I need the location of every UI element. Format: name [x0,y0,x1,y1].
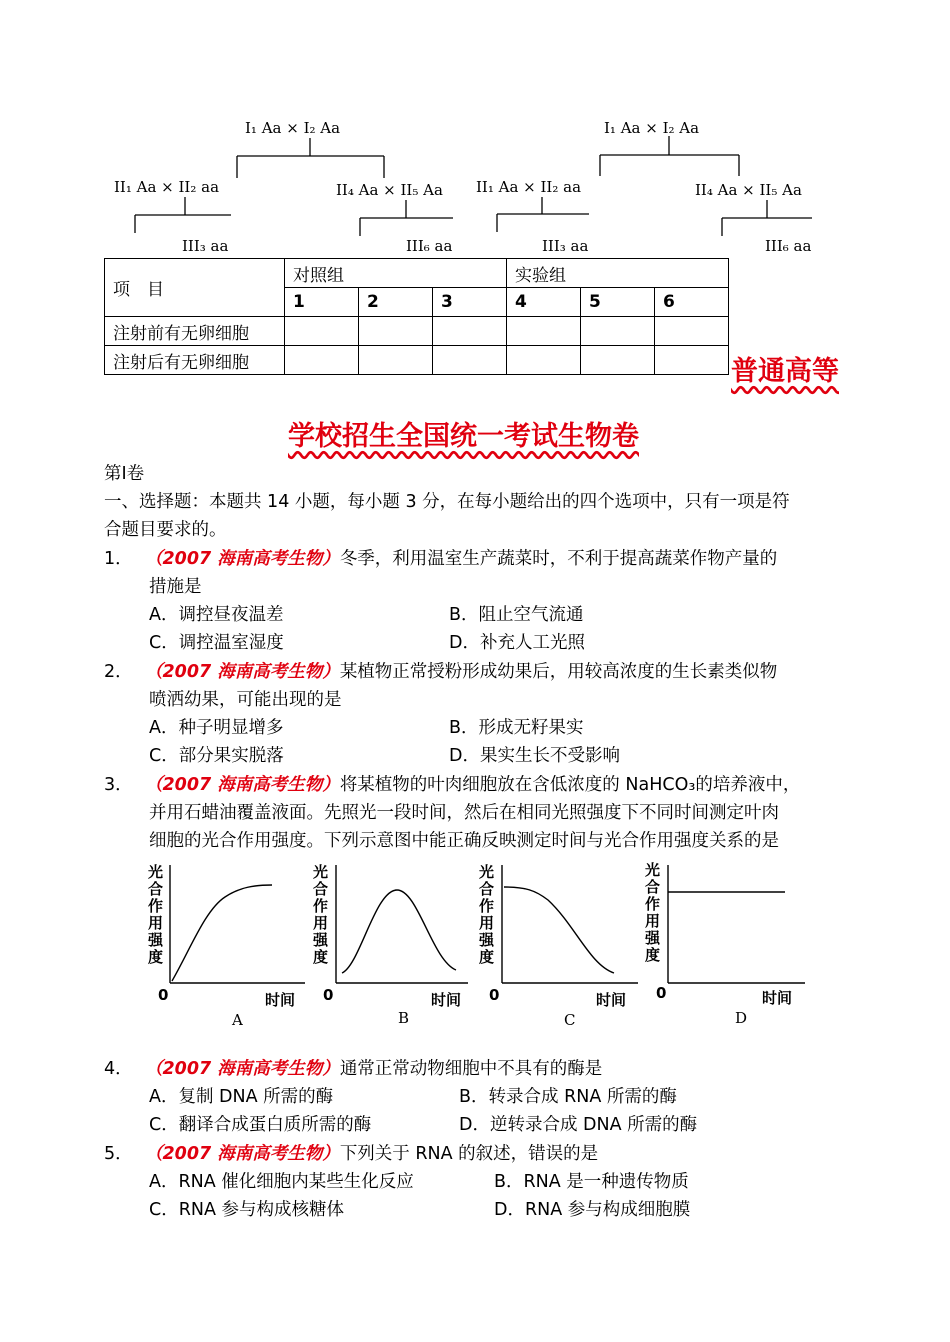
pedigree-right-gen1: I₁ Aa × I₂ Aa [604,119,700,137]
table-col-1: 1 [285,288,359,317]
graph-b-caption: B [398,1009,410,1027]
title-part1: 普通高等 [731,356,839,387]
q4-option-d: D．逆转录合成 DNA 所需的酶 [459,1115,698,1135]
q3-stem-line2: 并用石蜡油覆盖液面。先照光一段时间，然后在相同光照强度下不同时间测定叶肉 [149,803,779,823]
graph-a-origin: 0 [158,986,169,1004]
q5-source: （2007 海南高考生物） [145,1144,340,1164]
graph-b-origin: 0 [323,986,334,1004]
graph-a-xlabel: 时间 [265,991,296,1009]
table-col-5: 5 [581,288,655,317]
q2-option-c: C．部分果实脱落 [149,746,284,766]
table-header-experiment: 实验组 [507,259,729,288]
graph-a-caption: A [232,1011,243,1029]
q2-stem-line2: 喷洒幼果，可能出现的是 [149,690,342,710]
title-part2: 学校招生全国统一考试生物卷 [288,421,639,452]
graph-c-xlabel: 时间 [596,991,627,1009]
graph-c-ylabel: 光合作用强度 [479,863,495,966]
graph-d-xlabel: 时间 [762,989,793,1007]
q4-option-c: C．翻译合成蛋白质所需的酶 [149,1115,372,1135]
graph-b-curve [342,890,456,973]
table-col-6: 6 [655,288,729,317]
q1-source: （2007 海南高考生物） [145,549,340,569]
graph-a-curve [172,885,272,981]
pedigree-lines [0,0,950,260]
pedigree-right-gen2a: II₁ Aa × II₂ aa [476,178,582,196]
q4-number: 4． [104,1059,133,1079]
q5-option-a: A．RNA 催化细胞内某些生化反应 [149,1172,414,1192]
section-line1: 一、选择题：本题共 14 小题，每小题 3 分，在每小题给出的四个选项中，只有一项是符 [104,492,790,512]
table-row-before: 注射前有无卵细胞 [105,317,285,346]
q3-stem-line1: （2007 海南高考生物）将某植物的叶肉细胞放在含低浓度的 NaHCO₃的培养液中， [145,775,801,795]
q5-option-b: B．RNA 是一种遗传物质 [494,1172,689,1192]
pedigree-right-gen3a: III₃ aa [542,237,589,255]
graph-b-xlabel: 时间 [431,991,462,1009]
q5-number: 5． [104,1144,133,1164]
q1-number: 1． [104,549,133,569]
table-col-3: 3 [433,288,507,317]
q2-stem-line1: （2007 海南高考生物）某植物正常授粉形成幼果后，用较高浓度的生长素类似物 [145,662,778,682]
q1-option-c: C．调控温室湿度 [149,633,284,653]
q1-option-b: B．阻止空气流通 [449,605,584,625]
table-row-after: 注射后有无卵细胞 [105,346,285,375]
graph-b-ylabel: 光合作用强度 [313,863,329,966]
q1-stem-line2: 措施是 [149,577,202,597]
q5-option-c: C．RNA 参与构成核糖体 [149,1200,345,1220]
q2-source: （2007 海南高考生物） [145,662,340,682]
pedigree-left-gen3a: III₃ aa [182,237,229,255]
graph-c-origin: 0 [489,986,500,1004]
graph-d-origin: 0 [656,984,667,1002]
q1-option-a: A．调控昼夜温差 [149,605,284,625]
graph-d-caption: D [735,1009,748,1027]
table-col-4: 4 [507,288,581,317]
graph-c-caption: C [564,1011,576,1029]
pedigree-left-gen2b: II₄ Aa × II₅ Aa [336,181,443,199]
q3-number: 3． [104,775,133,795]
q2-number: 2． [104,662,133,682]
q5-stem-line1: （2007 海南高考生物）下列关于 RNA 的叙述，错误的是 [145,1144,599,1164]
table-header-control: 对照组 [285,259,507,288]
q1-stem-line1: （2007 海南高考生物）冬季，利用温室生产蔬菜时，不利于提高蔬菜作物产量的 [145,549,778,569]
graph-d-ylabel: 光合作用强度 [645,861,661,964]
q4-source: （2007 海南高考生物） [145,1059,340,1079]
graph-a-ylabel: 光合作用强度 [148,863,164,966]
q3-stem-line3: 细胞的光合作用强度。下列示意图中能正确反映测定时间与光合作用强度关系的是 [149,831,779,851]
q2-option-d: D．果实生长不受影响 [449,746,620,766]
pedigree-left-gen2a: II₁ Aa × II₂ aa [114,178,220,196]
volume-label: 第Ⅰ卷 [104,464,145,484]
pedigree-right-gen3b: III₆ aa [765,237,812,255]
experiment-table [104,258,729,375]
graph-c-curve [504,887,614,973]
q4-option-a: A．复制 DNA 所需的酶 [149,1087,334,1107]
q2-option-b: B．形成无籽果实 [449,718,584,738]
q1-option-d: D．补充人工光照 [449,633,585,653]
table-col-2: 2 [359,288,433,317]
pedigree-left-gen3b: III₆ aa [406,237,453,255]
pedigree-right-gen2b: II₄ Aa × II₅ Aa [695,181,802,199]
table-header-item: 项 目 [105,259,285,317]
q3-source: （2007 海南高考生物） [145,775,340,795]
q2-option-a: A．种子明显增多 [149,718,284,738]
pedigree-left-gen1: I₁ Aa × I₂ Aa [245,119,341,137]
q4-option-b: B．转录合成 RNA 所需的酶 [459,1087,677,1107]
q4-stem-line1: （2007 海南高考生物）通常正常动物细胞中不具有的酶是 [145,1059,603,1079]
section-line2: 合题目要求的。 [104,520,227,540]
q5-option-d: D．RNA 参与构成细胞膜 [494,1200,691,1220]
